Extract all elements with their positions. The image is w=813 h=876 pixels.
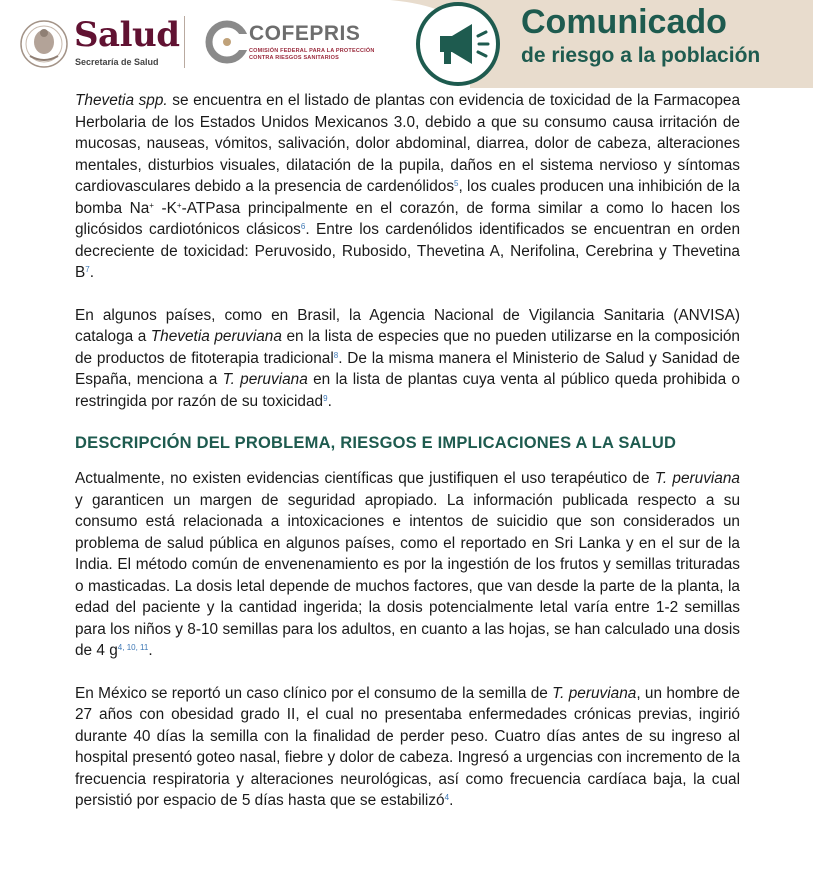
reference-link[interactable]: 4, 10, 11: [117, 643, 149, 652]
cofepris-logo-icon: [209, 24, 249, 60]
salud-logo-subtext: Secretaría de Salud: [75, 57, 159, 67]
salud-logo-text: Salud: [74, 15, 180, 55]
paragraph-toxicity: Thevetia spp. se encuentra en el listado de plantas con evidencia de toxicidad de la Farmacopea Herbolaria de los Estados Unidos Mexicanos 3.0, debido a que su consumo causa irritación de mucosas, nauseas, vómitos, salivación, dolor abdominal, diarrea, dolor de cabeza, alteraciones mentales, disturbios visuales, dilatación de la pupila, daños en el sistema nervioso y síntomas cardiovasculares debido a la presencia de cardenólidos$^5$, los cuales producen una inhibición de la bomba Na+ -K+-ATPasa principalmente en el corazón, de forma similar a como lo hacen los glicósidos cardiotónicos clásicos$^6$. Entre los cardenólidos identificados se encuentran en orden decreciente de toxicidad: Peruvosido, Rubosido, Thevetina A, Nerifolina, Cerebrina y Thevetina $B^7$.: [75, 92, 740, 281]
paragraph-clinical-case: En México se reportó un caso clínico por el consumo de la semilla de T. peruviana, un hombre de 27 años con obesidad grado II, el cual no presentaba enfermedades crónicas previas, ingirió durante 40 días la semilla con la finalidad de perder peso. Cuatro días antes de su ingreso al hospital presentó goteo nasal, fiebre y dolor de cabeza. Ingresó a urgencias con incremento de la frecuencia respiratoria y alteraciones neurológicas, así como frecuencia cardíaca baja, la cual persistió por espacio de 5 días hasta que se estabilizó$^4$.: [75, 684, 740, 809]
cofepris-logo-text: COFEPRIS: [249, 22, 361, 45]
document-body: [75, 90, 740, 812]
cofepris-logo-subtext: COMISIÓN FEDERAL PARA LA PROTECCIÓN CONTRA RIESGOS SANITARIOS: [249, 48, 375, 61]
reference-link[interactable]: 6: [300, 222, 306, 231]
logo-divider: [184, 16, 185, 68]
page-header: [0, 0, 813, 88]
paragraph-regulation: En algunos países, como en Brasil, la Agencia Nacional de Vigilancia Sanitaria (ANVISA) cataloga a Thevetia peruviana en la lista de especies que no pueden utilizarse en la composición de productos de fitoterapia tradicional$^8$. De la misma manera el Ministerio de Salud y Sanidad de España, menciona a T. peruviana en la lista de plantas cuya venta al público queda prohibida o restringida por razón de su toxicidad$^9$.: [75, 306, 740, 410]
reference-link[interactable]: 7: [85, 265, 90, 274]
reference-link[interactable]: 9: [323, 393, 328, 403]
comunicado-title: Comunicado: [521, 3, 727, 41]
mexico-coat-of-arms-icon: [21, 21, 67, 67]
reference-link[interactable]: 8: [333, 350, 339, 360]
paragraph-risks: Actualmente, no existen evidencias científicas que justifiquen el uso terapéutico de T. peruviana y garanticen un margen de seguridad apropiado. La información publicada respecto a su consumo está relacionada a intoxicaciones e intentos de suicidio que son considerados un problema de salud pública en algunos países, como el reportado en Sri Lanka y en el sur de la India. El método común de envenenamiento es por la ingestión de los frutos y semillas trituradas o masticadas. La dosis letal depende de muchos factores, que van desde la parte de la planta, la edad del paciente y la cantidad ingerida; la dosis potencialmente letal varía entre 1-2 semillas para los niños y 8-10 semillas para los adultos, en cuanto a las hojas, se han calculado una dosis de 4 $g^{4, 10, 11}$.: [75, 470, 740, 659]
section-heading: DESCRIPCIÓN DEL PROBLEMA, RIESGOS E IMPLICACIONES A LA SALUD: [75, 434, 677, 452]
comunicado-subtitle: de riesgo a la población: [521, 44, 761, 67]
megaphone-icon: [418, 4, 498, 84]
reference-link[interactable]: 5: [454, 179, 459, 188]
reference-link[interactable]: 4: [444, 793, 450, 802]
